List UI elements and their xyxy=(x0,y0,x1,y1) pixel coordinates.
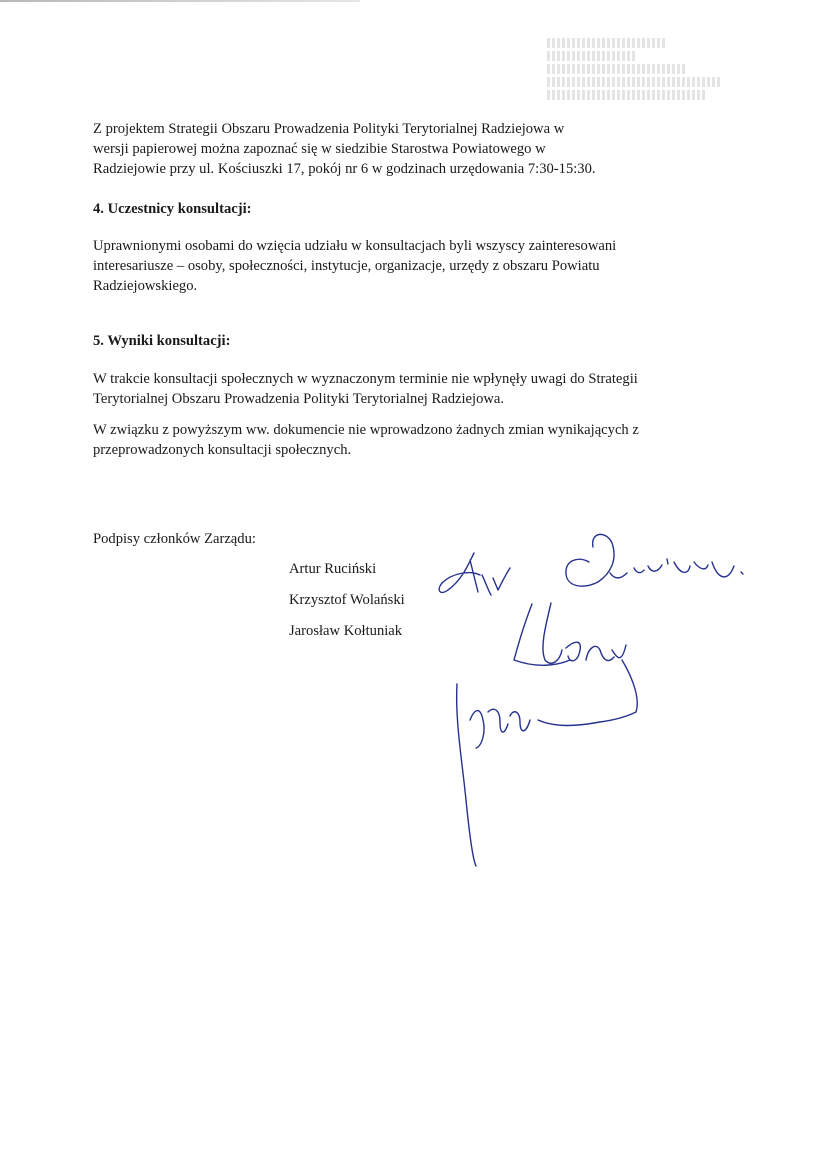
signatory-name: Krzysztof Wolański xyxy=(289,592,405,608)
section-5-paragraph-1 xyxy=(93,369,743,409)
intro-line: wersji papierowej można zapoznać się w siedzibie Starostwa Powiatowego w xyxy=(93,141,546,157)
section-4-heading: 4. Uczestnicy konsultacji: xyxy=(93,201,252,217)
signatory-name: Artur Ruciński xyxy=(289,561,377,577)
signature-koltuniak xyxy=(457,660,638,866)
paragraph-line: W trakcie konsultacji społecznych w wyznaczonym terminie nie wpłynęły uwagi do Strategii xyxy=(93,371,638,387)
paragraph-line: Terytorialnej Obszaru Prowadzenia Polityki Terytorialnej Radziejowa. xyxy=(93,391,505,407)
paragraph-line: W związku z powyższym ww. dokumencie nie wprowadzono żadnych zmian wynikających z xyxy=(93,422,639,438)
section-5-heading: 5. Wyniki konsultacji: xyxy=(93,333,231,349)
paragraph-line: przeprowadzonych konsultacji społecznych. xyxy=(93,442,352,458)
paragraph-line: Radziejowskiego. xyxy=(93,278,198,294)
bleed-through-stamp xyxy=(545,36,735,106)
intro-paragraph xyxy=(93,119,743,179)
paragraph-line: Uprawnionymi osobami do wzięcia udziału w konsultacjach byli wszyscy zainteresowani xyxy=(93,238,617,254)
section-4-paragraph xyxy=(93,236,743,296)
signature-wolanski xyxy=(514,603,626,665)
scan-edge xyxy=(0,0,360,2)
paragraph-line: interesariusze – osoby, społeczności, instytucje, organizacje, urzędy z obszaru Powiatu xyxy=(93,258,600,274)
intro-line: Z projektem Strategii Obszaru Prowadzenia Polityki Terytorialnej Radziejowa w xyxy=(93,121,565,137)
signatory-name: Jarosław Kołtuniak xyxy=(289,623,403,639)
section-5-paragraph-2 xyxy=(93,420,743,460)
intro-line: Radziejowie przy ul. Kościuszki 17, pokój nr 6 w godzinach urzędowania 7:30-15:30. xyxy=(93,161,596,177)
signatures-label: Podpisy członków Zarządu: xyxy=(93,531,256,547)
